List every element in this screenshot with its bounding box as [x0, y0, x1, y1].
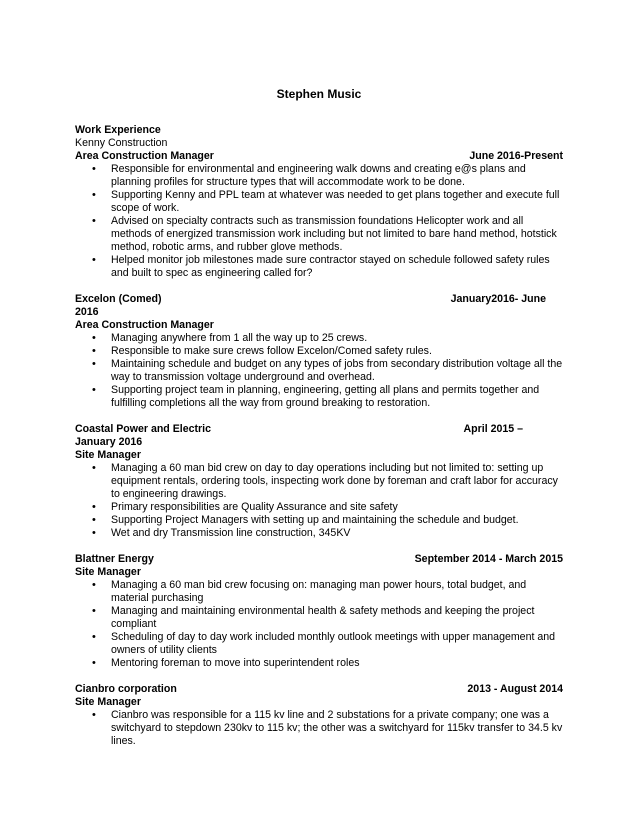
bullet-item: • Responsible to make sure crews follow Excelon/Comed safety rules. — [75, 345, 563, 358]
job-company-row — [75, 553, 563, 566]
spacer — [75, 540, 563, 553]
bullet-item: • Helped monitor job milestones made sure contractor stayed on schedule followed safety rules and built to spec as engineering called for? — [75, 254, 563, 280]
job-company-row — [75, 683, 563, 696]
bullet-item: • Supporting project team in planning, engineering, getting all plans and permits together and fulfilling completions all the way from ground breaking to restoration. — [75, 384, 563, 410]
job-title: Area Construction Manager — [75, 150, 214, 162]
job-dates: January2016- June — [450, 293, 546, 305]
job-bullets — [75, 579, 563, 670]
job-company: Coastal Power and Electric — [75, 423, 212, 435]
job-company: Excelon (Comed) — [75, 293, 162, 305]
job-excelon — [75, 293, 563, 410]
job-dates: April 2015 – — [463, 423, 523, 435]
bullet-item: • Managing anywhere from 1 all the way up to 25 crews. — [75, 332, 563, 345]
bullet-item: • Cianbro was responsible for a 115 kv line and 2 substations for a private company; one was a switchyard to stepdown 230kv to 115 kv; the other was a switchyard for 115kv transfer to 34.5 kv lines. — [75, 709, 563, 748]
job-dates-continued: 2016 — [75, 306, 99, 318]
resume-content — [75, 124, 563, 748]
bullet-item: • Mentoring foreman to move into superintendent roles — [75, 657, 563, 670]
bullet-item: • Supporting Kenny and PPL team at whatever was needed to get plans together and execute full scope of work. — [75, 189, 563, 215]
spacer — [75, 410, 563, 423]
job-dates-continued: January 2016 — [75, 436, 143, 448]
bullet-item: • Responsible for environmental and engineering walk downs and creating e@s plans and planning profiles for structure types that will accommodate work to be done. — [75, 163, 563, 189]
bullet-item: • Wet and dry Transmission line construction, 345KV — [75, 527, 563, 540]
job-blattner — [75, 553, 563, 670]
bullet-item: • Maintaining schedule and budget on any types of jobs from secondary distribution voltage all the way to transmission voltage underground and overhead. — [75, 358, 563, 384]
job-cianbro — [75, 683, 563, 748]
job-title: Site Manager — [75, 566, 141, 578]
job-dates: September 2014 - March 2015 — [414, 553, 563, 565]
resume-name: Stephen Music — [276, 87, 362, 101]
job-title-row — [75, 150, 563, 163]
job-title: Area Construction Manager — [75, 319, 214, 331]
job-bullets — [75, 462, 563, 540]
spacer — [75, 670, 563, 683]
spacer — [75, 280, 563, 293]
job-dates: 2013 - August 2014 — [467, 683, 563, 695]
job-bullets — [75, 163, 563, 280]
bullet-item: • Primary responsibilities are Quality Assurance and site safety — [75, 501, 563, 514]
job-title: Site Manager — [75, 696, 141, 708]
job-company-row — [75, 423, 563, 436]
job-coastal — [75, 423, 563, 540]
bullet-item: • Advised on specialty contracts such as transmission foundations Helicopter work and all methods of energized transmission work including but not limited to bare hand method, hotstick method, robotic arms, and rubber glove methods. — [75, 215, 563, 254]
job-company: Kenny Construction — [75, 137, 168, 149]
bullet-item: • Managing a 60 man bid crew on day to day operations including but not limited to: setting up equipment rentals, ordering tools, inspecting work done by foreman and craft labor for accuracy to engineering drawings. — [75, 462, 563, 501]
job-bullets — [75, 332, 563, 410]
job-dates: June 2016-Present — [469, 150, 563, 162]
job-title: Site Manager — [75, 449, 141, 461]
job-company: Cianbro corporation — [75, 683, 177, 695]
section-heading-work-experience: Work Experience — [75, 124, 161, 136]
job-bullets — [75, 709, 563, 748]
job-company: Blattner Energy — [75, 553, 154, 565]
job-kenny — [75, 137, 563, 280]
bullet-item: • Managing a 60 man bid crew focusing on: managing man power hours, total budget, and material purchasing — [75, 579, 563, 605]
bullet-item: • Scheduling of day to day work included monthly outlook meetings with upper management and owners of utility clients — [75, 631, 563, 657]
bullet-item: • Managing and maintaining environmental health & safety methods and keeping the project compliant — [75, 605, 563, 631]
job-company-row — [75, 293, 563, 306]
bullet-item: • Supporting Project Managers with setting up and maintaining the schedule and budget. — [75, 514, 563, 527]
